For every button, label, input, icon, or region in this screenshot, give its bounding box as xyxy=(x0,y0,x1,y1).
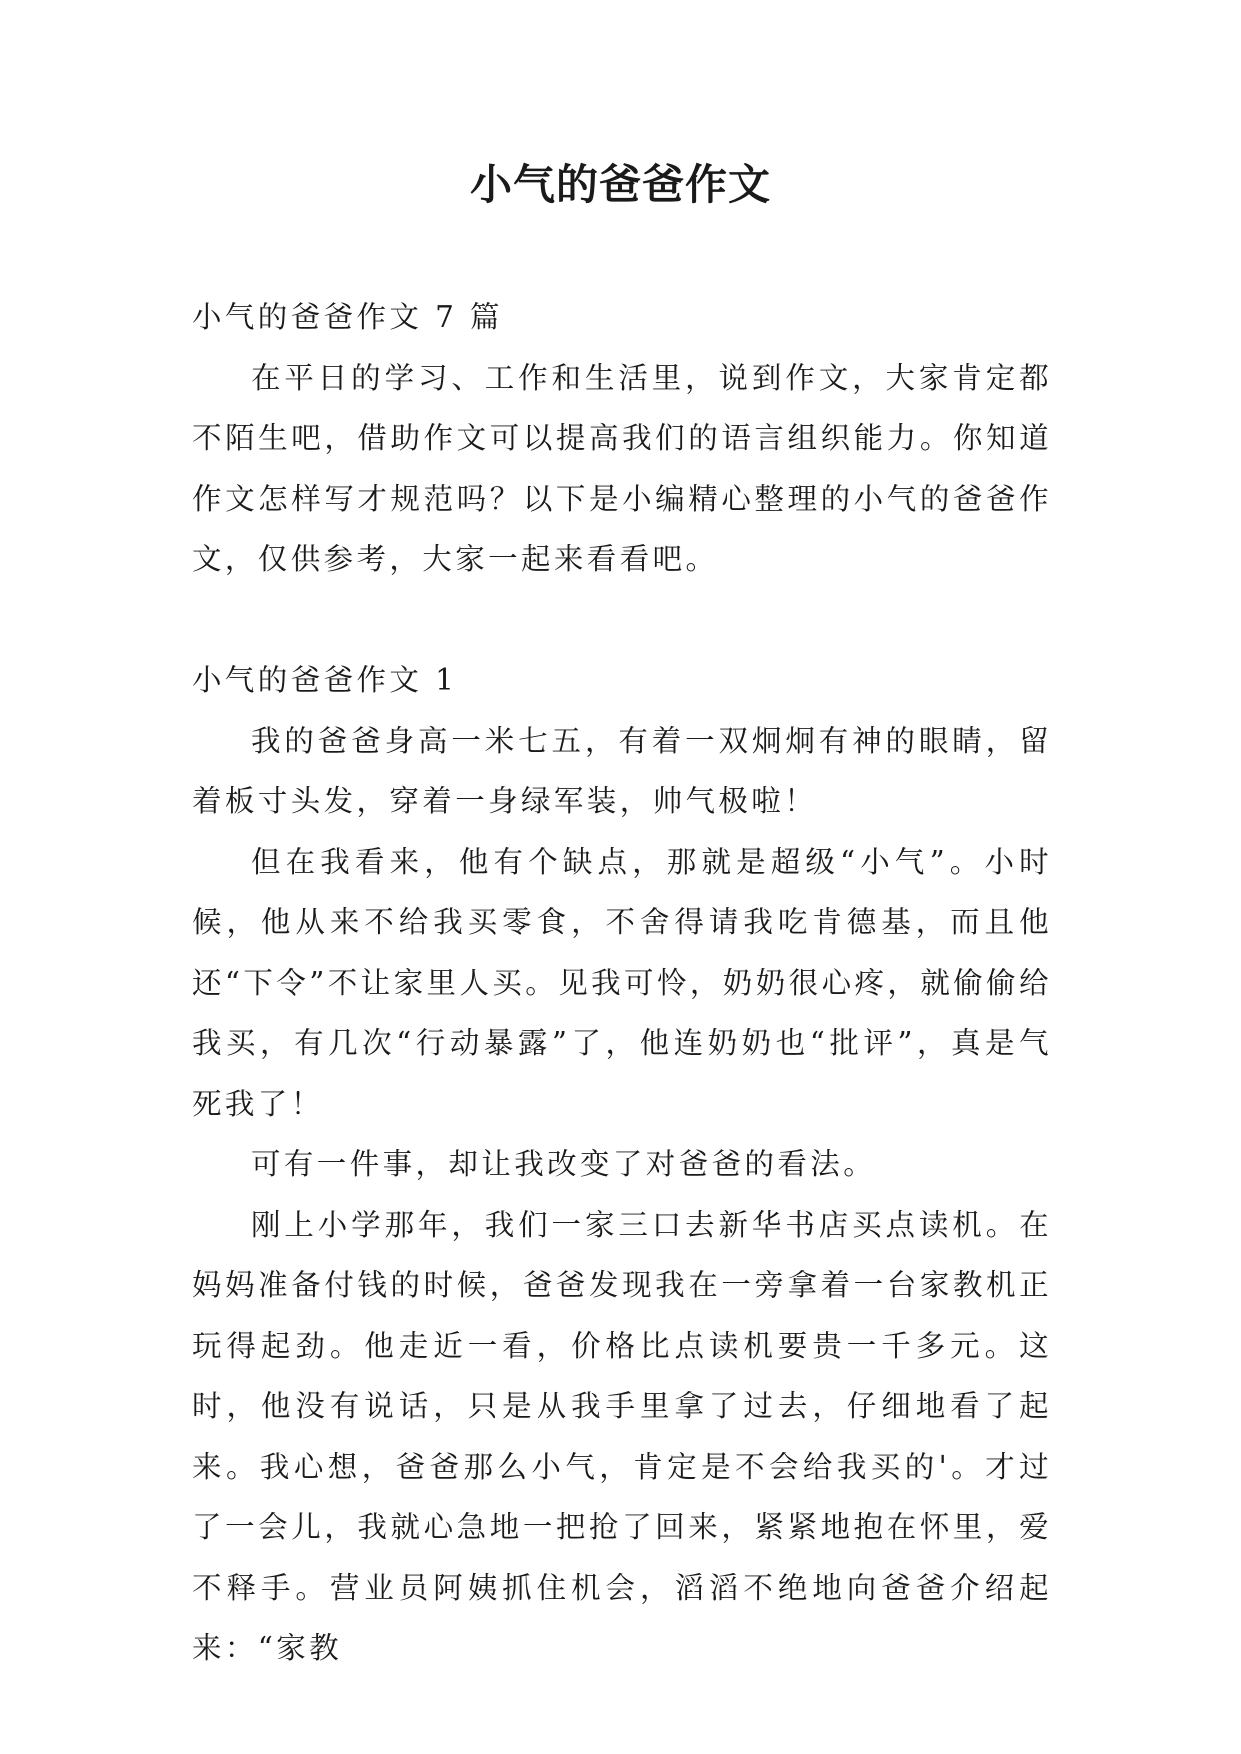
intro-paragraph: 在平日的学习、工作和生活里，说到作文，大家肯定都不陌生吧，借助作文可以提高我们的语言组织能力。你知道作文怎样写才规范吗？以下是小编精心整理的小气的爸爸作文，仅供参考，大家一起来看看吧。 xyxy=(192,360,1052,576)
document-subtitle: 小气的爸爸作文 7 篇 xyxy=(192,300,503,334)
body-paragraph: 刚上小学那年，我们一家三口去新华书店买点读机。在妈妈准备付钱的时候，爸爸发现我在一旁拿着一台家教机正玩得起劲。他走近一看，价格比点读机要贵一千多元。这时，他没有说话，只是从我手里拿了过去，仔细地看了起来。我心想，爸爸那么小气，肯定是不会给我买的'。才过了一会儿，我就心急地一把抢了回来，紧紧地抱在怀里，爱不释手。营业员阿姨抓住机会，滔滔不绝地向爸爸介绍起来：“家教 xyxy=(192,1207,1052,1665)
document-body xyxy=(192,287,1052,1679)
section-spacer xyxy=(192,590,1052,651)
body-paragraph: 我的爸爸身高一米七五，有着一双炯炯有神的眼睛，留着板寸头发，穿着一身绿军装，帅气极啦！ xyxy=(192,723,1052,818)
body-paragraph: 可有一件事，却让我改变了对爸爸的看法。 xyxy=(251,1147,877,1181)
document-title: 小气的爸爸作文 xyxy=(469,160,771,209)
section-heading: 小气的爸爸作文 1 xyxy=(192,663,458,697)
body-paragraph: 但在我看来，他有个缺点，那就是超级“小气”。小时候，他从来不给我买零食，不舍得请我吃肯德基，而且他还“下令”不让家里人买。见我可怜，奶奶很心疼，就偷偷给我买，有几次“行动暴露”了，他连奶奶也“批评”，真是气死我了！ xyxy=(192,844,1052,1121)
